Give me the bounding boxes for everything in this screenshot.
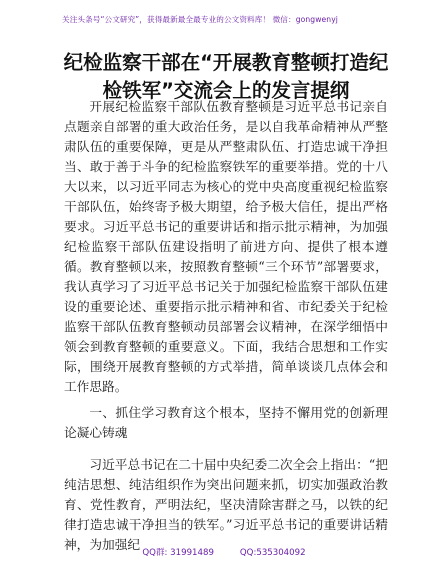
body-paragraph: 开展纪检监察干部队伍教育整顿是习近平总书记亲自点题亲自部署的重大政治任务，是以自我革命精神从严整肃队伍的重要保障，更是从严整肃队伍、打造忠诚干净担当、敢于善于斗争的纪检监察铁军的重要举措。党的十八大以来，以习近平同志为核心的党中央高度重视纪检监察干部队伍，始终寄予极大期望，给予极大信任，提出严格要求。习近平总书记的重要讲话和指示批示精神，为加强纪检监察干部队伍建设指明了前进方向、提供了根本遵循。教育整顿以来，按照教育整顿“三个环节”部署要求，我认真学习了习近平总书记关于加强纪检监察干部队伍建设的重要论述、重要指示批示精神和省、市纪委关于纪检监察干部队伍教育整顿动员部署会议精神，在深学细悟中领会到教育整顿的重要意义。下面，我结合思想和工作实际，围绕开展教育整顿的方式举措，简单谈谈几点体会和工作思路。 <box>64 99 388 394</box>
header-promo-text: 关注头条号“公文研究”，获得最新最全最专业的公文资料库！ 微信：gongwenyj <box>62 15 338 24</box>
footer-qq-group: QQ群: 31991489 <box>142 548 214 558</box>
document-title: 纪检监察干部在“开展教育整顿打造纪检铁军”交流会上的发言提纲 <box>63 51 389 102</box>
section-heading: 一、抓住学习教育这个根本，坚持不懈用党的创新理论凝心铸魂 <box>64 405 388 440</box>
footer-qq-number: QQ:535304092 <box>239 548 306 558</box>
body-paragraph: 习近平总书记在二十届中央纪委二次全会上指出：“把纯洁思想、纯洁组织作为突出问题来抓，切实加强政治教育、党性教育，严明法纪，坚决清除害群之马，以铁的纪律打造忠诚干净担当的铁军。”习近平总书记的重要讲话精神，为加强纪 <box>64 457 388 552</box>
document-body <box>64 97 388 555</box>
footer-contact <box>0 546 448 558</box>
